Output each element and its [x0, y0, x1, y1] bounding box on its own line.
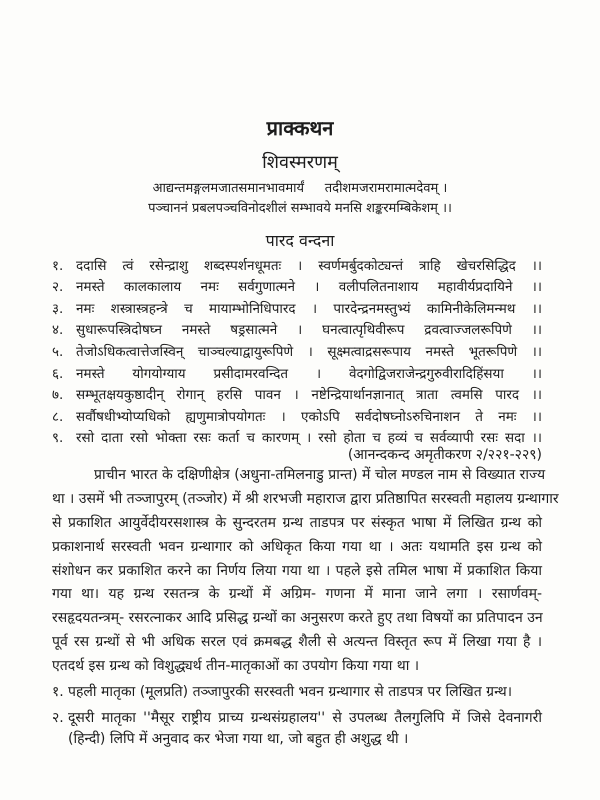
verse-text: नमः शस्त्रास्त्रहन्त्रे च मायाम्भोनिधिपारद । पारदेन्द्रनमस्तुभ्यं कामिनीकेलिमन्मथ ।। — [76, 301, 542, 317]
verse-text: तेजोऽधिकत्वात्तेजस्विन् चाञ्चल्याद्वायुरूपिणे । सूक्ष्मत्वाद्रसरूपाय नमस्ते भूतरूपिणे ।। — [76, 344, 542, 360]
paragraph-line: था । उसमें भी तञ्जापुरम् (तञ्जोर) में श्री शरभजी महाराज द्वारा प्रतिष्ठापित सरस्वती महालय ग्रन्थागार — [52, 491, 559, 507]
verse — [52, 364, 542, 382]
verse-number: ६. — [52, 366, 64, 382]
verse-number: ७. — [52, 387, 64, 403]
verse-number: ४. — [52, 322, 64, 338]
paragraph-line: प्रकाशनार्थ सरस्वती भवन ग्रन्थागार को अधिकृत किया गया था । अतः यथामति इस ग्रन्थ को — [52, 539, 542, 555]
verse — [52, 342, 542, 360]
section-heading-shivasmaranam: शिवस्मरणम् — [262, 152, 338, 173]
verse-number: २. — [52, 279, 64, 295]
list-item-text: पहली मातृका (मूलप्रति) तञ्जापुरकी सरस्वती भवन ग्रन्थागार से ताडपत्र पर लिखित ग्रन्थ। — [68, 684, 513, 700]
list-item-continuation: (हिन्दी) लिपि में अनुवाद कर भेजा गया था, जो बहुत ही अशुद्ध थी । — [68, 731, 409, 747]
paragraph-line: प्राचीन भारत के दक्षिणीक्षेत्र (अधुना-तमिलनाडु प्रान्त) में चोल मण्डल नाम से विख्यात राज्य — [94, 467, 546, 483]
paragraph-line: संशोधन कर प्रकाशित करने का निर्णय लिया गया था । पहले इसे तमिल भाषा में प्रकाशित किया — [52, 563, 542, 579]
shloka-line: आद्यन्तमङ्गलमजातसमानभावमार्यं तदीशमजरामरामात्मदेवम् । — [152, 181, 448, 196]
verse — [52, 299, 542, 317]
verse — [52, 407, 542, 425]
verse-text: नमस्ते कालकालाय नमः सर्वगुणात्मने । वलीपलितनाशाय महावीर्यप्रदायिने ।। — [76, 279, 542, 295]
paragraph-line: गया था। यह ग्रन्थ रसतन्त्र के ग्रन्थों में अग्रिम- गणना में माना जाने लगा । रसार्णवम्- — [52, 586, 542, 602]
paragraph-line: एतदर्थ इस ग्रन्थ को विशुद्ध्यर्थ तीन-मातृकाओं का उपयोग किया गया था । — [52, 658, 420, 674]
verse-text: सुधारूपस्त्रिदोषघ्न नमस्ते षड्रसात्मने । घनत्वात्पृथिवीरूप द्रवत्वाज्जलरूपिणे ।। — [76, 322, 542, 338]
paragraph-line: पूर्व रस ग्रन्थों से भी अधिक सरल एवं क्रमबद्ध शैली से अत्यन्त विस्तृत रूप में लिखा गया है । — [52, 634, 542, 650]
shloka-line: पञ्चाननं प्रबलपञ्चविनोदशीलं सम्भावये मनसि शङ्करमम्बिकेशम् ।। — [148, 201, 452, 216]
verse-number: ३. — [52, 301, 64, 317]
verse-text: रसो दाता रसो भोक्ता रसः कर्ता च कारणम् । रसो होता च हव्यं च सर्वव्यापी रसः सदा ।। — [76, 430, 542, 446]
verse — [52, 277, 542, 295]
verse-number: १. — [52, 258, 64, 274]
verse-text: सर्वौषधीभ्योप्यधिको ह्यणुमात्रोपयोगतः । एकोऽपि सर्वदोषघ्नोऽरुचिनाशन ते नमः ।। — [76, 409, 542, 425]
list-item-number: २. — [52, 710, 64, 726]
verse — [52, 320, 542, 338]
verse-number: ५. — [52, 344, 64, 360]
paragraph-line: रसहृदयतन्त्रम्- रसरत्नाकर आदि प्रसिद्ध ग्रन्थों का अनुसरण करते हुए तथा विषयों का प्रतिपादन उन — [52, 610, 543, 626]
verse — [52, 385, 542, 403]
paragraph-line: से प्रकाशित आयुर्वेदीयरसशास्त्र के सुन्दरतम ग्रन्थ ताडपत्र पर संस्कृत भाषा में लिखित ग्रन्थ को — [52, 515, 542, 531]
page-title: प्राक्कथन — [266, 116, 334, 140]
citation: (आनन्दकन्द अमृतीकरण २/२२१-२२९) — [347, 447, 542, 463]
verse-text: सम्भूतक्षयकुष्ठादीन् रोगान् हरसि पावन । नष्टेन्द्रियार्थानज्ञानात् त्राता त्वमसि पारद ।। — [76, 387, 542, 403]
list-item-text: दूसरी मातृका ''मैसूर राष्ट्रीय प्राच्य ग्रन्थसंग्रहालय'' से उपलब्ध तैलगुलिपि में जिसे देवनागरी — [68, 710, 542, 726]
list-item — [52, 708, 542, 727]
section-heading-parad-vandana: पारद वन्दना — [265, 231, 335, 250]
verse-text: नमस्ते योगयोग्याय प्रसीदामरवन्दित । वेदगोद्विजराजेन्द्रगुरुवीरादिहिंसया ।। — [76, 366, 542, 382]
verse — [52, 256, 542, 274]
verse-number: ८. — [52, 409, 64, 425]
list-item-number: १. — [52, 684, 64, 700]
verse-text: ददासि त्वं रसेन्द्राशु शब्दस्पर्शनधूमतः । स्वर्णमर्बुदकोट्यन्तं त्राहि खेचरसिद्धिद ।। — [76, 258, 542, 274]
list-item — [52, 682, 542, 701]
verse-number: ९. — [52, 430, 64, 446]
verse — [52, 428, 542, 446]
